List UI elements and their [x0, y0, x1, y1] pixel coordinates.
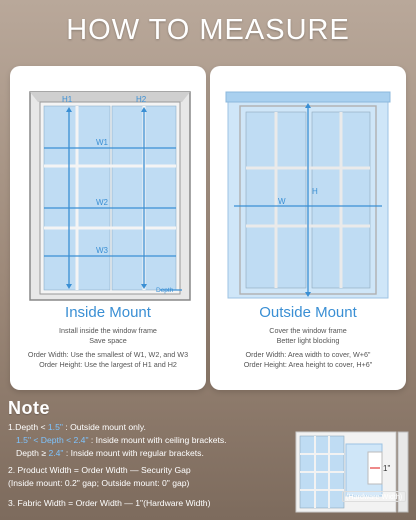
label-w2: W2: [96, 198, 108, 207]
label-h1: H1: [62, 95, 73, 104]
note-text: : Outside mount only.: [62, 422, 146, 432]
note-text: 1.Depth <: [8, 422, 48, 432]
outside-desc-1: Cover the window frame: [269, 326, 347, 335]
note-fabric-width: 3. Fabric Width = Order Width — 1"(Hardware Width): [8, 498, 211, 508]
gap-label: 1": [383, 464, 391, 473]
note-text: : Inside mount with ceiling brackets.: [88, 435, 227, 445]
note-product-width: 2. Product Width = Order Width — Security Gap: [8, 465, 191, 475]
inside-order-height: Order Height: Use the largest of H1 and H2: [39, 360, 177, 369]
label-h: H: [312, 187, 318, 196]
label-h2: H2: [136, 95, 147, 104]
label-depth: Depth: [156, 287, 174, 294]
inside-order-width: Order Width: Use the smallest of W1, W2, and W3: [27, 350, 189, 359]
hardware-diagram: [282, 430, 412, 518]
outside-order-height: Order Height: Area height to cover, H+6": [243, 360, 373, 369]
outside-desc-2: Better light blocking: [276, 336, 340, 345]
note-text: Depth ≥: [16, 448, 49, 458]
note-gap: (Inside mount: 0.2" gap; Outside mount: 0" gap): [8, 478, 190, 488]
note-depth-regular: [16, 448, 204, 458]
note-depth-ceiling: [16, 435, 227, 445]
page-title: HOW TO MEASURE: [66, 14, 350, 46]
note-highlight: 1.5": [47, 422, 63, 432]
note-heading: Note: [8, 398, 50, 418]
note-highlight: 1.5" < Depth < 2.4": [16, 435, 89, 445]
note-text: : Inside mount with regular brackets.: [63, 448, 204, 458]
label-w3: W3: [96, 246, 108, 255]
note-highlight: 2.4": [48, 448, 64, 458]
inside-mount-card: [10, 66, 206, 390]
label-w1: W1: [96, 138, 108, 147]
outside-mount-title: Outside Mount: [259, 304, 357, 321]
inside-desc-1: Install inside the window frame: [59, 326, 157, 335]
inside-desc-2: Save space: [89, 336, 127, 345]
inside-mount-title: Inside Mount: [65, 304, 151, 321]
hardware-width-label: (Hardware Width): [342, 491, 406, 502]
outside-order-width: Order Width: Area width to cover, W+6": [245, 350, 371, 359]
outside-mount-card: [210, 66, 406, 390]
label-w: W: [278, 197, 286, 206]
note-depth-outside: [8, 422, 146, 432]
